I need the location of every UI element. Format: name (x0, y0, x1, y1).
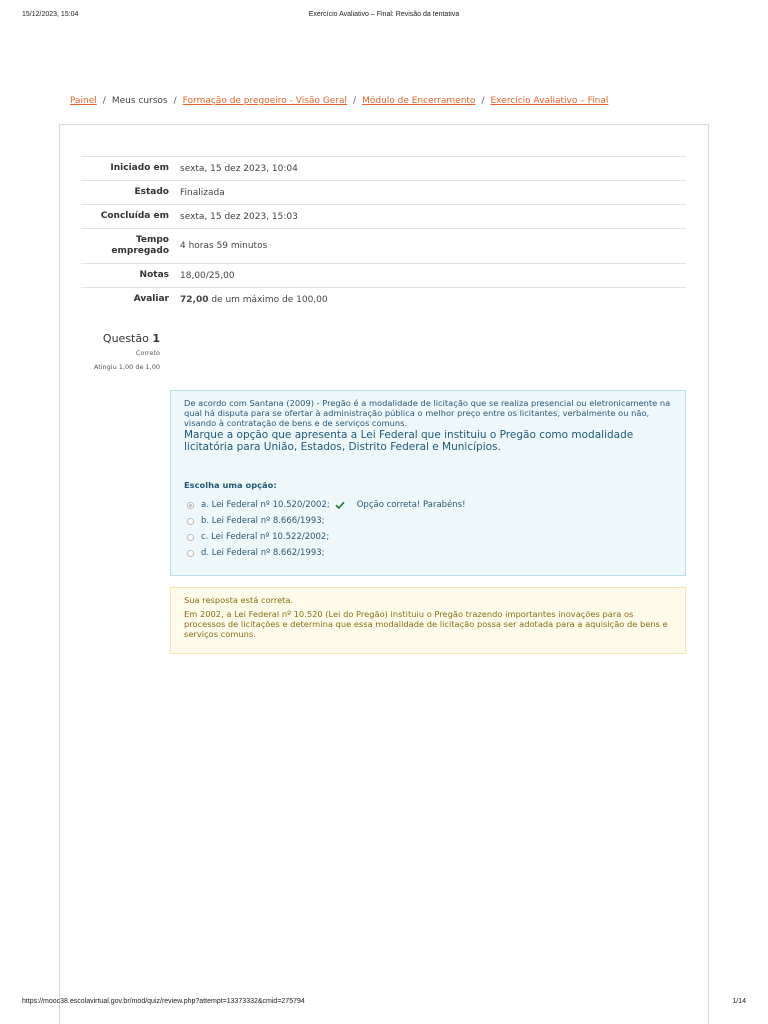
summary-row-marks (81, 264, 686, 288)
question-title-prefix: Questão (102, 332, 153, 345)
answer-option-c[interactable] (184, 529, 672, 545)
started-value: sexta, 15 dez 2023, 10:04 (180, 163, 298, 174)
specific-feedback: Em 2002, a Lei Federal nº 10.520 (Lei do Pregão) instituiu o Pregão trazendo importantes inovações para os processos de licitações e determina que essa modalidade de licitação possa ser adotada para a aquisição de bens e serviços comuns. (184, 609, 668, 639)
answer-option-a[interactable] (184, 497, 672, 513)
summary-row-started (81, 157, 686, 181)
print-title: Exercício Avaliativo – Final: Revisão da tentativa (308, 11, 460, 18)
breadcrumb-quiz-link[interactable]: Exercício Avaliativo – Final (490, 96, 609, 106)
summary-row-time (81, 229, 686, 264)
question-intro: De acordo com Santana (2009) - Pregão é a modalidade de licitação que se realiza presencial ou eletronicamente na qual há disputa para se ofertar à administração pública o melhor preço entre os licitantes, verbalmente ou não, visando à contratação de bens e de serviços comuns. (184, 398, 671, 428)
option-d-label: d. Lei Federal nº 8.662/1993; (201, 548, 325, 558)
time-label-line1: Tempo (135, 235, 169, 245)
question-number: 1 (152, 332, 160, 345)
answer-option-b[interactable] (184, 513, 672, 529)
option-c-label: c. Lei Federal nº 10.522/2002; (201, 532, 330, 542)
radio-icon[interactable] (187, 534, 194, 541)
question-info (78, 332, 160, 371)
answer-prompt: Escolha uma opção: (184, 480, 277, 490)
completed-value: sexta, 15 dez 2023, 15:03 (180, 211, 298, 222)
answer-option-d[interactable] (184, 545, 672, 561)
radio-icon[interactable] (187, 518, 194, 525)
breadcrumb-my-courses: Meus cursos (111, 96, 168, 106)
attempt-summary-table (81, 156, 686, 311)
question-grade: Atingiu 1,00 de 1,00 (93, 363, 160, 371)
radio-selected-icon[interactable] (187, 502, 194, 509)
radio-icon[interactable] (187, 550, 194, 557)
print-url: https://mooc38.escolavirtual.gov.br/mod/quiz/review.php?attempt=13373332&cmid=275794 (22, 998, 305, 1005)
breadcrumb (70, 96, 608, 106)
time-label-line2: empregado (111, 246, 169, 256)
option-a-feedback: Opção correta! Parabéns! (356, 500, 466, 510)
breadcrumb-course-link[interactable]: Formação de pregoeiro - Visão Geral (182, 96, 348, 106)
print-datetime: 15/12/2023, 15:04 (22, 11, 79, 18)
print-header (22, 11, 746, 23)
breadcrumb-separator: / (102, 96, 106, 106)
time-label (81, 229, 177, 264)
option-b-label: b. Lei Federal nº 8.666/1993; (201, 516, 325, 526)
breadcrumb-module-link[interactable]: Módulo de Encerramento (362, 96, 476, 106)
breadcrumb-painel-link[interactable]: Painel (70, 96, 97, 106)
print-page-number: 1/14 (732, 998, 746, 1005)
option-a-label: a. Lei Federal nº 10.520/2002; (201, 500, 330, 510)
print-footer (22, 998, 746, 1010)
summary-row-completed (81, 205, 686, 229)
marks-label: Notas (139, 270, 169, 280)
breadcrumb-separator: / (481, 96, 485, 106)
answer-options (184, 497, 672, 561)
question-state: Correto (135, 349, 160, 357)
question-title (78, 332, 160, 345)
general-feedback: Sua resposta está correta. (184, 595, 294, 605)
question-formulation (170, 390, 686, 576)
breadcrumb-separator: / (353, 96, 357, 106)
grade-value-rest: de um máximo de 100,00 (208, 294, 328, 305)
started-label: Iniciado em (110, 163, 169, 173)
marks-value: 18,00/25,00 (180, 270, 235, 281)
state-value: Finalizada (180, 187, 225, 198)
summary-row-state (81, 181, 686, 205)
summary-row-grade (81, 288, 686, 312)
completed-label: Concluída em (100, 211, 169, 221)
state-label: Estado (134, 187, 169, 197)
grade-value (177, 288, 686, 312)
question-outcome (170, 587, 686, 654)
time-value: 4 horas 59 minutos (180, 241, 268, 251)
question-text: Marque a opção que apresenta a Lei Federal que instituiu o Pregão como modalidade licitatória para União, Estados, Distrito Federal e Municípios. (184, 429, 634, 453)
grade-label: Avaliar (133, 294, 169, 304)
check-icon (335, 501, 345, 509)
breadcrumb-separator: / (173, 96, 177, 106)
grade-value-bold: 72,00 (180, 294, 209, 305)
